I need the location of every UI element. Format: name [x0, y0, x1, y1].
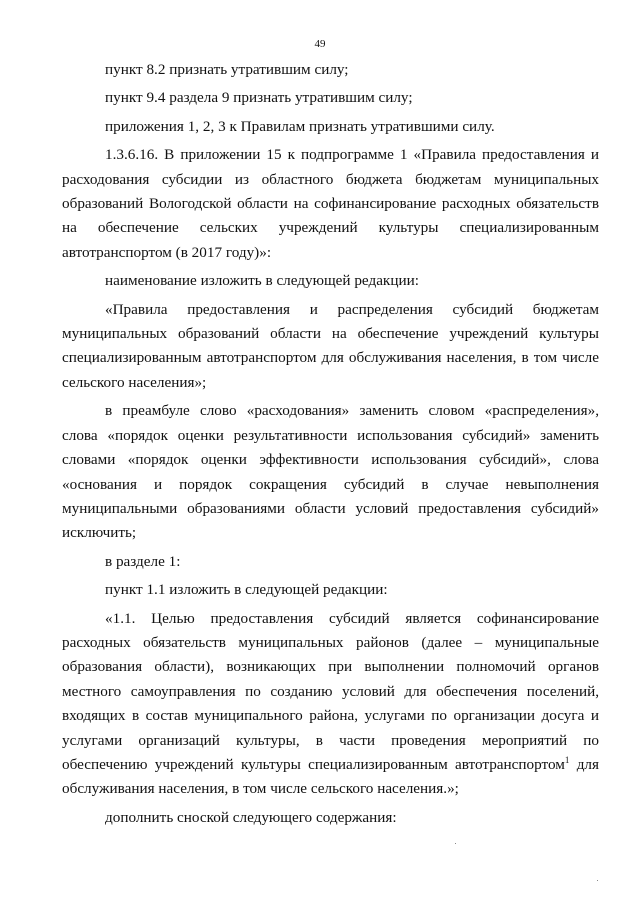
- clause-1-1-text-before: «1.1. Целью предоставления субсидий является софинансирование расходных обязательств муниципальных районов (далее – муниципальные образования области), возникающих при выполнении полномочий органов местного самоуправления по созданию условий для обеспечения поселений, входящих в состав муниципального района, услугами по организации досуга и услугами организаций культуры, в части проведения мероприятий по обеспечению учреждений культуры специализированным автотранспортом: [62, 609, 599, 773]
- paragraph-clause-9-4: пункт 9.4 раздела 9 признать утратившим силу;: [105, 89, 413, 107]
- paragraph-add-footnote: дополнить сноской следующего содержания:: [105, 808, 397, 826]
- scan-speck: [597, 880, 598, 881]
- footnote-mark: 1: [564, 754, 570, 765]
- paragraph-name-change: наименование изложить в следующей редакции:: [105, 272, 419, 290]
- paragraph-appendices: приложения 1, 2, 3 к Правилам признать утратившими силу.: [105, 117, 495, 135]
- scan-speck: [455, 843, 456, 844]
- paragraph-clause-8-2: пункт 8.2 признать утратившим силу;: [105, 61, 349, 78]
- paragraph-clause-1-1-intro: пункт 1.1 изложить в следующей редакции:: [105, 581, 388, 599]
- paragraph-clause-1-1-text: [62, 607, 599, 802]
- paragraph-section-1: в разделе 1:: [105, 552, 181, 570]
- paragraph-preamble: в преамбуле слово «расходования» заменить словом «распределения», слова «порядок оценки результативности использования субсидий» заменить словами «порядок оценки эффективности использования субсидий», слова «основания и порядок сокращения субсидий в случае невыполнения муниципальными образованиями области условий предоставления субсидий» исключить;: [62, 402, 599, 542]
- document-body: [62, 58, 599, 830]
- paragraph-1-3-6-16: 1.3.6.16. В приложении 15 к подпрограмме 1 «Правила предоставления и расходования субсидии из областного бюджета бюджетам муниципальных образований Вологодской области на софинансирование расходных обязательств на обеспечение сельских учреждений культуры специализированным автотранспортом (в 2017 году)»:: [62, 146, 599, 261]
- paragraph-new-title: «Правила предоставления и распределения субсидий бюджетам муниципальных образований области на обеспечение учреждений культуры специализированным автотранспортом для обслуживания населения, в том числе сельского населения»;: [62, 300, 599, 391]
- clause-1-1-text-after: для обслуживания населения, в том числе сельского населения.»;: [62, 755, 600, 798]
- page-number: 49: [314, 38, 326, 50]
